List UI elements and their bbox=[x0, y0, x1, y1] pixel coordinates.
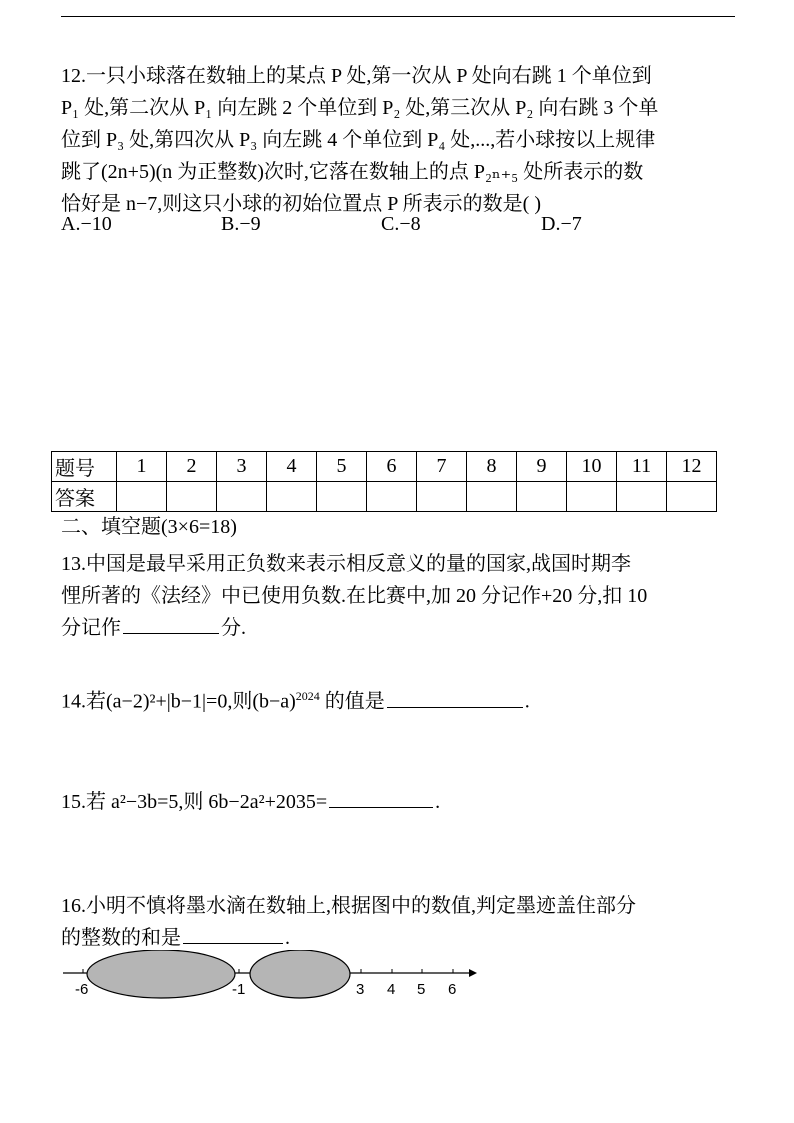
answer-table-answer-row bbox=[52, 482, 717, 512]
option-d[interactable]: D.−7 bbox=[541, 213, 582, 235]
q16-text-before-blank: 的整数的和是 bbox=[61, 927, 181, 949]
answer-cell[interactable] bbox=[567, 482, 617, 512]
q14-period: . bbox=[524, 690, 530, 713]
question-number-cell: 3 bbox=[217, 452, 267, 482]
q14-answer-blank[interactable] bbox=[387, 687, 523, 708]
answer-table-header-row bbox=[52, 452, 717, 482]
q15-period: . bbox=[435, 791, 441, 813]
q14-expression: 14.若(a−2)²+|b−1|=0,则(b−a) bbox=[61, 690, 296, 713]
q15-expression: 15.若 a²−3b=5,则 6b−2a²+2035= bbox=[61, 791, 328, 813]
question-12 bbox=[61, 60, 737, 220]
answer-cell[interactable] bbox=[117, 482, 167, 512]
question-number-cell: 1 bbox=[117, 452, 167, 482]
tick-label: 5 bbox=[417, 981, 426, 998]
tick-label: -6 bbox=[75, 981, 89, 998]
answer-cell[interactable] bbox=[417, 482, 467, 512]
answer-cell[interactable] bbox=[367, 482, 417, 512]
question-16 bbox=[61, 890, 737, 954]
ink-blot-right bbox=[250, 950, 350, 998]
q13-text-before-blank: 分记作 bbox=[61, 617, 121, 639]
answer-cell[interactable] bbox=[267, 482, 317, 512]
answer-cell[interactable] bbox=[167, 482, 217, 512]
q13-line-1: 13.中国是最早采用正负数来表示相反意义的量的国家,战国时期李 bbox=[61, 553, 631, 575]
answer-cell[interactable] bbox=[217, 482, 267, 512]
q12-line-5: 恰好是 n−7,则这只小球的初始位置点 P 所表示的数是( ) bbox=[61, 193, 541, 215]
question-number-cell: 11 bbox=[617, 452, 667, 482]
q14-exponent: 2024 bbox=[295, 689, 320, 703]
q14-line bbox=[61, 680, 737, 718]
axis-arrow-icon bbox=[469, 969, 477, 977]
q16-answer-blank[interactable] bbox=[183, 923, 283, 944]
q12-line-3: 位到 P₃ 处,第四次从 P₃ 向左跳 4 个单位到 P₄ 处,...,若小球按以上规律 bbox=[61, 129, 656, 151]
option-a[interactable]: A.−10 bbox=[61, 213, 112, 235]
section-title-fill-in: 二、填空题(3×6=18) bbox=[61, 516, 237, 538]
q13-line-2: 悝所著的《法经》中已使用负数.在比赛中,加 20 分记作+20 分,扣 10 bbox=[61, 585, 648, 607]
answer-cell[interactable] bbox=[467, 482, 517, 512]
answer-cell[interactable] bbox=[617, 482, 667, 512]
q14-text: 的值是 bbox=[319, 690, 385, 713]
tick-label: -1 bbox=[232, 981, 246, 998]
question-number-cell: 5 bbox=[317, 452, 367, 482]
question-number-cell: 2 bbox=[167, 452, 217, 482]
q13-line-3 bbox=[61, 612, 737, 644]
option-b[interactable]: B.−9 bbox=[221, 213, 261, 235]
question-number-cell: 12 bbox=[667, 452, 717, 482]
q16-period: . bbox=[285, 927, 290, 949]
answer-cell[interactable] bbox=[317, 482, 367, 512]
question-number-cell: 8 bbox=[467, 452, 517, 482]
q13-answer-blank[interactable] bbox=[123, 613, 219, 634]
question-13 bbox=[61, 548, 737, 644]
number-line-figure bbox=[61, 950, 481, 1010]
q12-line-1: 12.一只小球落在数轴上的某点 P 处,第一次从 P 处向右跳 1 个单位到 bbox=[61, 65, 652, 87]
q15-line bbox=[61, 786, 737, 818]
ink-blot-left bbox=[87, 950, 235, 998]
question-number-cell: 6 bbox=[367, 452, 417, 482]
tick-label: 4 bbox=[387, 981, 396, 998]
header-rule bbox=[61, 16, 735, 17]
answer-cell[interactable] bbox=[517, 482, 567, 512]
question-number-cell: 4 bbox=[267, 452, 317, 482]
option-c[interactable]: C.−8 bbox=[381, 213, 421, 235]
question-number-cell: 9 bbox=[517, 452, 567, 482]
tick-label: 3 bbox=[356, 981, 365, 998]
q16-line-1: 16.小明不慎将墨水滴在数轴上,根据图中的数值,判定墨迹盖住部分 bbox=[61, 895, 636, 917]
question-15 bbox=[61, 786, 737, 818]
answer-label: 答案 bbox=[52, 482, 117, 512]
tick-label: 6 bbox=[448, 981, 457, 998]
question-number-cell: 10 bbox=[567, 452, 617, 482]
answer-cell[interactable] bbox=[667, 482, 717, 512]
answer-table bbox=[51, 451, 717, 512]
q13-text-after-blank: 分. bbox=[221, 617, 246, 639]
question-number-cell: 7 bbox=[417, 452, 467, 482]
question-14 bbox=[61, 680, 737, 718]
q15-answer-blank[interactable] bbox=[329, 787, 433, 808]
question-number-label: 题号 bbox=[52, 452, 117, 482]
q12-line-2: P₁ 处,第二次从 P₁ 向左跳 2 个单位到 P₂ 处,第三次从 P₂ 向右跳 3 个单 bbox=[61, 97, 659, 119]
q12-line-4: 跳了(2n+5)(n 为正整数)次时,它落在数轴上的点 P₂ₙ₊₅ 处所表示的数 bbox=[61, 161, 644, 183]
